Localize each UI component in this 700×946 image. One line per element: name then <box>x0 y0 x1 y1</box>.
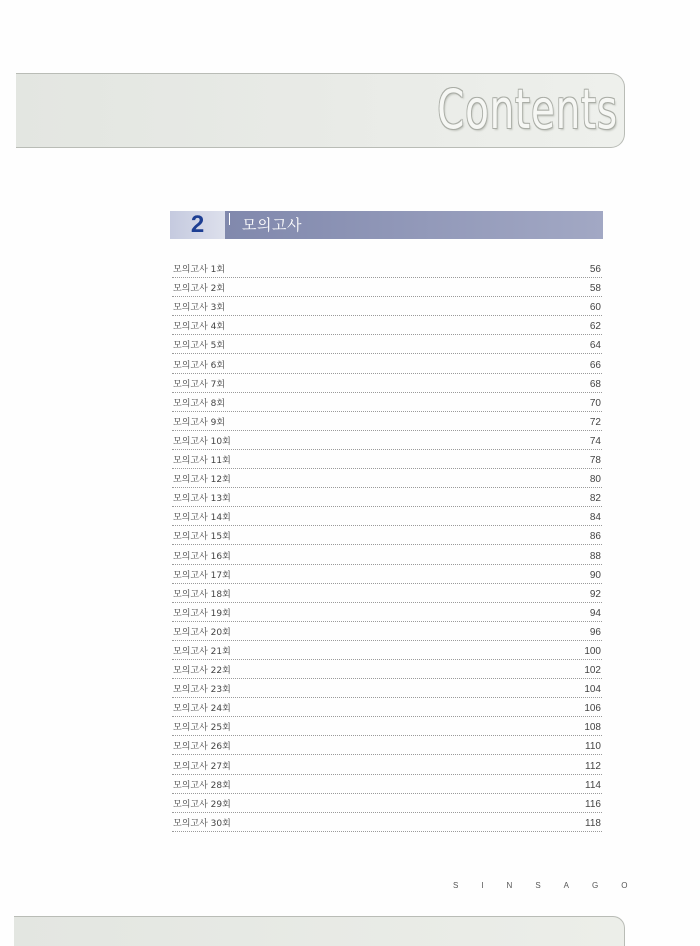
toc-entry[interactable] <box>172 297 602 316</box>
toc-entry-page: 68 <box>589 378 601 390</box>
toc-entry[interactable] <box>172 354 602 373</box>
toc-entry-page: 82 <box>589 493 601 505</box>
toc-entry-label: 모의고사 17회 <box>173 570 231 581</box>
toc-entry[interactable] <box>172 641 602 660</box>
toc-entry-label: 모의고사 7회 <box>173 379 226 390</box>
toc-entry-page: 86 <box>589 531 601 543</box>
footer-brand: SINSAGO <box>453 881 651 890</box>
header-band <box>16 73 625 148</box>
toc-entry-page: 100 <box>584 645 601 657</box>
toc-entry-page: 60 <box>589 302 601 314</box>
toc-entry-page: 74 <box>589 435 601 447</box>
toc-entry-label: 모의고사 29회 <box>173 799 231 810</box>
toc-entry[interactable] <box>172 794 602 813</box>
toc-entry[interactable] <box>172 660 602 679</box>
toc-entry-page: 58 <box>589 283 601 295</box>
toc-entry-page: 90 <box>589 569 601 581</box>
toc-entry-label: 모의고사 23회 <box>173 685 231 696</box>
toc-entry-page: 104 <box>584 684 601 696</box>
toc-entry[interactable] <box>172 584 602 603</box>
section-header <box>170 211 603 239</box>
toc-entry-page: 88 <box>589 550 601 562</box>
toc-entry-label: 모의고사 18회 <box>173 589 231 600</box>
toc-entry[interactable] <box>172 488 602 507</box>
toc-entry-label: 모의고사 26회 <box>173 742 231 753</box>
toc-entry[interactable] <box>172 412 602 431</box>
toc-entry-label: 모의고사 6회 <box>173 360 226 371</box>
toc-entry-page: 84 <box>589 512 601 524</box>
toc-entry-label: 모의고사 3회 <box>173 303 226 314</box>
section-divider <box>229 213 230 225</box>
toc-entry-page: 56 <box>589 264 601 276</box>
toc-entry-label: 모의고사 30회 <box>173 818 231 829</box>
toc-entry[interactable] <box>172 316 602 335</box>
toc-entry[interactable] <box>172 698 602 717</box>
toc-entry-page: 62 <box>589 321 601 333</box>
toc-entry-label: 모의고사 25회 <box>173 723 231 734</box>
toc-entry-label: 모의고사 2회 <box>173 284 226 295</box>
toc-entry-label: 모의고사 16회 <box>173 551 231 562</box>
toc-entry-page: 78 <box>589 455 601 467</box>
toc-entry[interactable] <box>172 813 602 832</box>
toc-entry[interactable] <box>172 374 602 393</box>
toc-entry-label: 모의고사 12회 <box>173 475 231 486</box>
toc-entry-page: 72 <box>589 416 601 428</box>
toc-entry-page: 64 <box>589 340 601 352</box>
toc-entry-label: 모의고사 14회 <box>173 513 231 524</box>
page-title: Contents <box>437 78 618 141</box>
toc-entry-label: 모의고사 13회 <box>173 494 231 505</box>
toc-entry-page: 106 <box>584 703 601 715</box>
toc-entry-label: 모의고사 4회 <box>173 322 226 333</box>
toc-entry-page: 70 <box>589 397 601 409</box>
toc-entry[interactable] <box>172 717 602 736</box>
toc-entry-label: 모의고사 21회 <box>173 646 231 657</box>
toc-entry-page: 112 <box>585 760 601 772</box>
section-number-box <box>170 211 225 239</box>
toc-entry-page: 116 <box>585 798 601 810</box>
toc-entry-page: 96 <box>589 626 601 638</box>
toc-entry-page: 92 <box>589 588 601 600</box>
section-number: 2 <box>190 211 205 238</box>
toc-entry[interactable] <box>172 775 602 794</box>
toc-entry-label: 모의고사 28회 <box>173 780 231 791</box>
toc-entry-page: 94 <box>589 607 601 619</box>
toc-entry[interactable] <box>172 335 602 354</box>
section-title: 모의고사 <box>242 216 302 234</box>
toc-entry[interactable] <box>172 736 602 755</box>
toc-entry-label: 모의고사 10회 <box>173 436 231 447</box>
toc-entry-page: 114 <box>585 779 601 791</box>
toc-entry[interactable] <box>172 278 602 297</box>
toc-entry-page: 80 <box>589 474 601 486</box>
toc-entry-label: 모의고사 19회 <box>173 608 231 619</box>
toc-entry[interactable] <box>172 259 602 278</box>
toc-entry[interactable] <box>172 526 602 545</box>
footer-band <box>14 916 625 946</box>
toc-entry[interactable] <box>172 622 602 641</box>
toc-entry[interactable] <box>172 565 602 584</box>
toc-entry[interactable] <box>172 393 602 412</box>
toc-entry[interactable] <box>172 545 602 564</box>
toc-entry-page: 66 <box>589 359 601 371</box>
toc-entry-label: 모의고사 11회 <box>173 456 231 467</box>
toc-entry-label: 모의고사 15회 <box>173 532 231 543</box>
toc-entry-label: 모의고사 27회 <box>173 761 231 772</box>
toc-entry-page: 118 <box>585 817 601 829</box>
toc-entry-label: 모의고사 5회 <box>173 341 226 352</box>
toc-entry-label: 모의고사 24회 <box>173 704 231 715</box>
toc-entry[interactable] <box>172 755 602 774</box>
toc-entry[interactable] <box>172 507 602 526</box>
toc-entry-page: 108 <box>584 722 601 734</box>
toc-entry-label: 모의고사 1회 <box>173 265 226 276</box>
toc-entry-label: 모의고사 8회 <box>173 398 226 409</box>
toc-entry[interactable] <box>172 469 602 488</box>
toc-entry[interactable] <box>172 431 602 450</box>
toc-entry-label: 모의고사 20회 <box>173 627 231 638</box>
toc-entry[interactable] <box>172 603 602 622</box>
toc-entry-label: 모의고사 22회 <box>173 666 231 677</box>
toc-entry-label: 모의고사 9회 <box>173 417 226 428</box>
toc-entry-page: 110 <box>585 741 601 753</box>
toc-entry-page: 102 <box>584 665 601 677</box>
toc-entry[interactable] <box>172 450 602 469</box>
toc-list <box>172 259 602 832</box>
toc-entry[interactable] <box>172 679 602 698</box>
